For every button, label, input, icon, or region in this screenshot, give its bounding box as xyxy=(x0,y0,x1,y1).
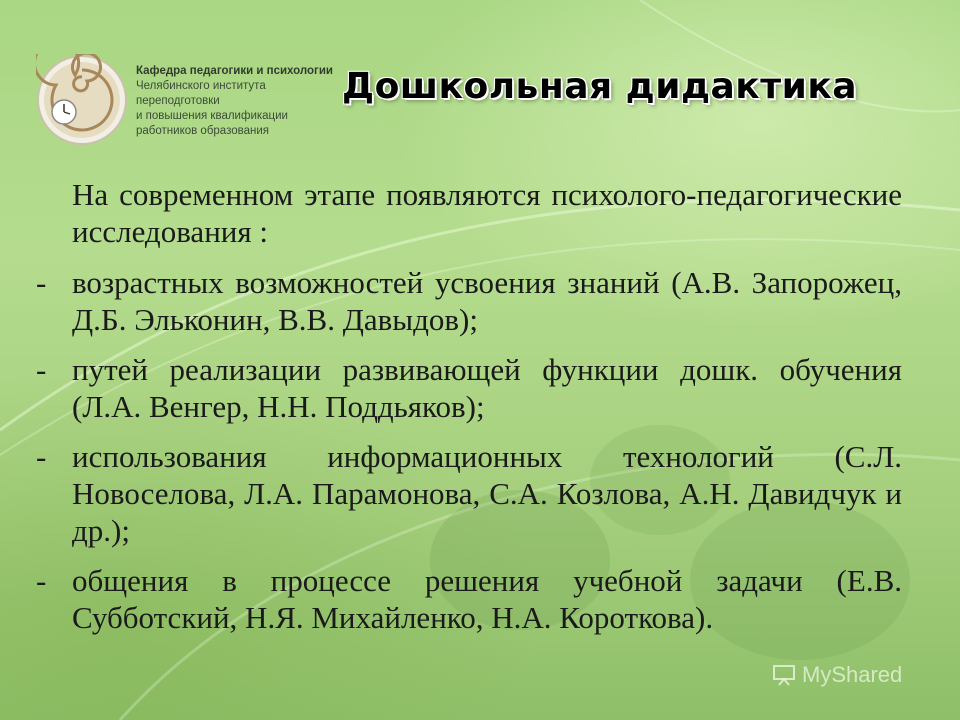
slide-body xyxy=(36,176,902,649)
list-item xyxy=(36,264,902,338)
department-line-3: и повышения квалификации xyxy=(136,110,288,122)
list-item xyxy=(36,562,902,636)
bullet-dash: - xyxy=(36,352,47,387)
list-item xyxy=(36,438,902,549)
slide-title: Дошкольная дидактика xyxy=(342,66,858,107)
list-item-text: путей реализации развивающей функции дошк. обучения (Л.А. Венгер, Н.Н. Поддьяков); xyxy=(72,352,902,424)
bullet-dash: - xyxy=(36,563,47,598)
bullet-dash: - xyxy=(36,265,47,300)
department-caption xyxy=(136,64,336,139)
department-line-2: Челябинского института переподготовки xyxy=(136,80,266,107)
list-item-text: возрастных возможностей усвоения знаний (А.В. Запорожец, Д.Б. Эльконин, В.В. Давыдов); xyxy=(72,265,902,337)
department-line-4: работников образования xyxy=(136,125,269,137)
department-line-1: Кафедра педагогики и психологии xyxy=(136,65,333,77)
presentation-board-icon xyxy=(772,664,796,686)
bullet-dash: - xyxy=(36,439,47,474)
list-item xyxy=(36,351,902,425)
department-logo xyxy=(36,54,128,146)
watermark xyxy=(772,660,932,690)
list-item-text: общения в процессе решения учебной задачи (Е.В. Субботский, Н.Я. Михайленко, Н.А. Короткова). xyxy=(72,563,902,635)
watermark-text: MyShared xyxy=(802,662,903,687)
list-item-text: использования информационных технологий (С.Л. Новоселова, Л.А. Парамонова, С.А. Козлова, А.Н. Давидчук и др.); xyxy=(72,439,902,548)
intro-paragraph: На современном этапе появляются психолого-педагогические исследования : xyxy=(72,177,902,249)
